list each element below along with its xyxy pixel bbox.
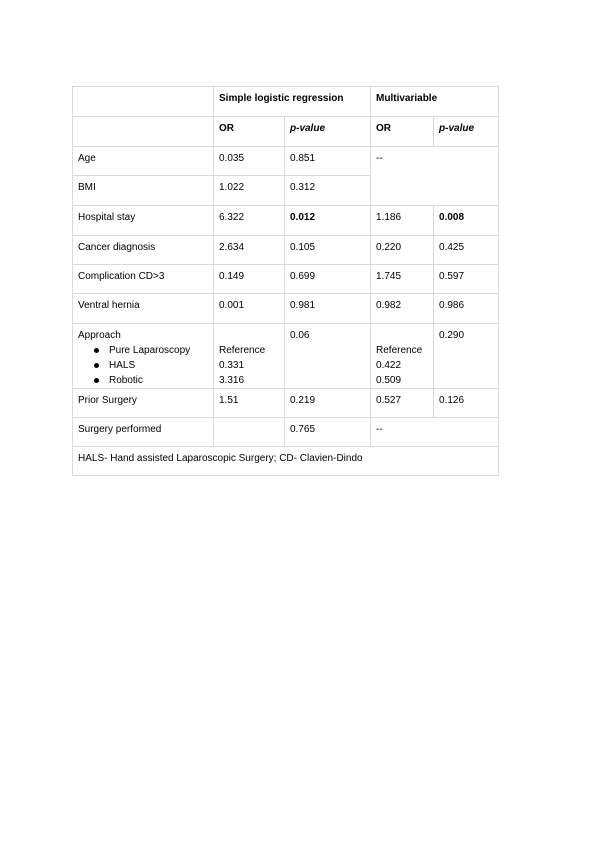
cell-pvalue-simple: 0.981 [285, 294, 371, 324]
cell-or-simple: 0.149 [214, 265, 285, 294]
cell-or-simple: 1.022 [214, 176, 285, 206]
cell-value: 0.422 [376, 360, 402, 371]
cell-pvalue-simple: 0.219 [285, 389, 371, 418]
cell-or-simple: 2.634 [214, 236, 285, 265]
row-label: Age [73, 147, 214, 176]
cell-pvalue-simple: 0.851 [285, 147, 371, 176]
cell-pvalue-multi: 0.597 [434, 265, 499, 294]
cell-value: 3.316 [219, 375, 245, 386]
cell-or-multi: 0.527 [371, 389, 434, 418]
cell-or-multi: 0.220 [371, 236, 434, 265]
cell-pvalue-simple: 0.06 [285, 324, 371, 389]
subheader-empty-cell [73, 117, 214, 147]
cell-or-simple: 1.51 [214, 389, 285, 418]
cell-or-simple [214, 324, 285, 389]
cell-multi-merged: -- [371, 147, 499, 206]
cell-pvalue-simple: 0.312 [285, 176, 371, 206]
table-row-age [73, 147, 499, 176]
row-label: Hospital stay [73, 206, 214, 236]
subheader-or-simple: OR [214, 117, 285, 147]
cell-pvalue-multi: 0.425 [434, 236, 499, 265]
table-row-surgery-performed [73, 418, 499, 447]
row-label: BMI [73, 176, 214, 206]
list-item [78, 373, 208, 388]
row-label: Complication CD>3 [73, 265, 214, 294]
cell-value: Reference [376, 345, 423, 356]
list-item-label: HALS [109, 360, 136, 371]
bullet-icon [94, 363, 99, 368]
list-item-label: Pure Laparoscopy [109, 345, 191, 356]
cell-pvalue-multi: 0.986 [434, 294, 499, 324]
row-label: Ventral hernia [73, 294, 214, 324]
list-item-label: Robotic [109, 375, 143, 386]
table-row-approach [73, 324, 499, 389]
cell-or-multi [371, 324, 434, 389]
cell-or-simple [214, 418, 285, 447]
cell-pvalue-simple: 0.765 [285, 418, 371, 447]
cell-pvalue-multi: 0.008 [434, 206, 499, 236]
subheader-or-multi: OR [371, 117, 434, 147]
subheader-pvalue-multi: p-value [434, 117, 499, 147]
cell-or-multi: 1.186 [371, 206, 434, 236]
cell-or-multi: 1.745 [371, 265, 434, 294]
table-row-ventral-hernia [73, 294, 499, 324]
row-label: Surgery performed [73, 418, 214, 447]
list-item [78, 358, 208, 373]
cell-pvalue-simple: 0.699 [285, 265, 371, 294]
table-header-row [73, 87, 499, 117]
row-label: Prior Surgery [73, 389, 214, 418]
regression-table [72, 86, 499, 476]
cell-value: 0.509 [376, 375, 402, 386]
list-item [78, 343, 208, 358]
header-multivariable: Multivariable [371, 87, 499, 117]
table-footnote-row [73, 447, 499, 476]
table-row-prior-surgery [73, 389, 499, 418]
row-label: Approach [78, 330, 121, 341]
bullet-icon [94, 378, 99, 383]
cell-pvalue-multi: 0.126 [434, 389, 499, 418]
subheader-pvalue-simple: p-value [285, 117, 371, 147]
cell-or-simple: 6.322 [214, 206, 285, 236]
approach-list [78, 343, 208, 388]
cell-value: Reference [219, 345, 266, 356]
table-row-complication [73, 265, 499, 294]
approach-cell [73, 324, 214, 389]
header-simple-regression: Simple logistic regression [214, 87, 371, 117]
header-empty-cell [73, 87, 214, 117]
cell-value: 0.331 [219, 360, 245, 371]
cell-multi-merged: -- [371, 418, 499, 447]
table-row-cancer-diagnosis [73, 236, 499, 265]
table-footnote: HALS- Hand assisted Laparoscopic Surgery; CD- Clavien-Dindo [73, 447, 499, 476]
cell-or-simple: 0.001 [214, 294, 285, 324]
bullet-icon [94, 348, 99, 353]
cell-pvalue-multi: 0.290 [434, 324, 499, 389]
cell-or-simple: 0.035 [214, 147, 285, 176]
row-label: Cancer diagnosis [73, 236, 214, 265]
cell-or-multi: 0.982 [371, 294, 434, 324]
table-subheader-row [73, 117, 499, 147]
table-row-hospital-stay [73, 206, 499, 236]
cell-pvalue-simple: 0.012 [285, 206, 371, 236]
cell-pvalue-simple: 0.105 [285, 236, 371, 265]
